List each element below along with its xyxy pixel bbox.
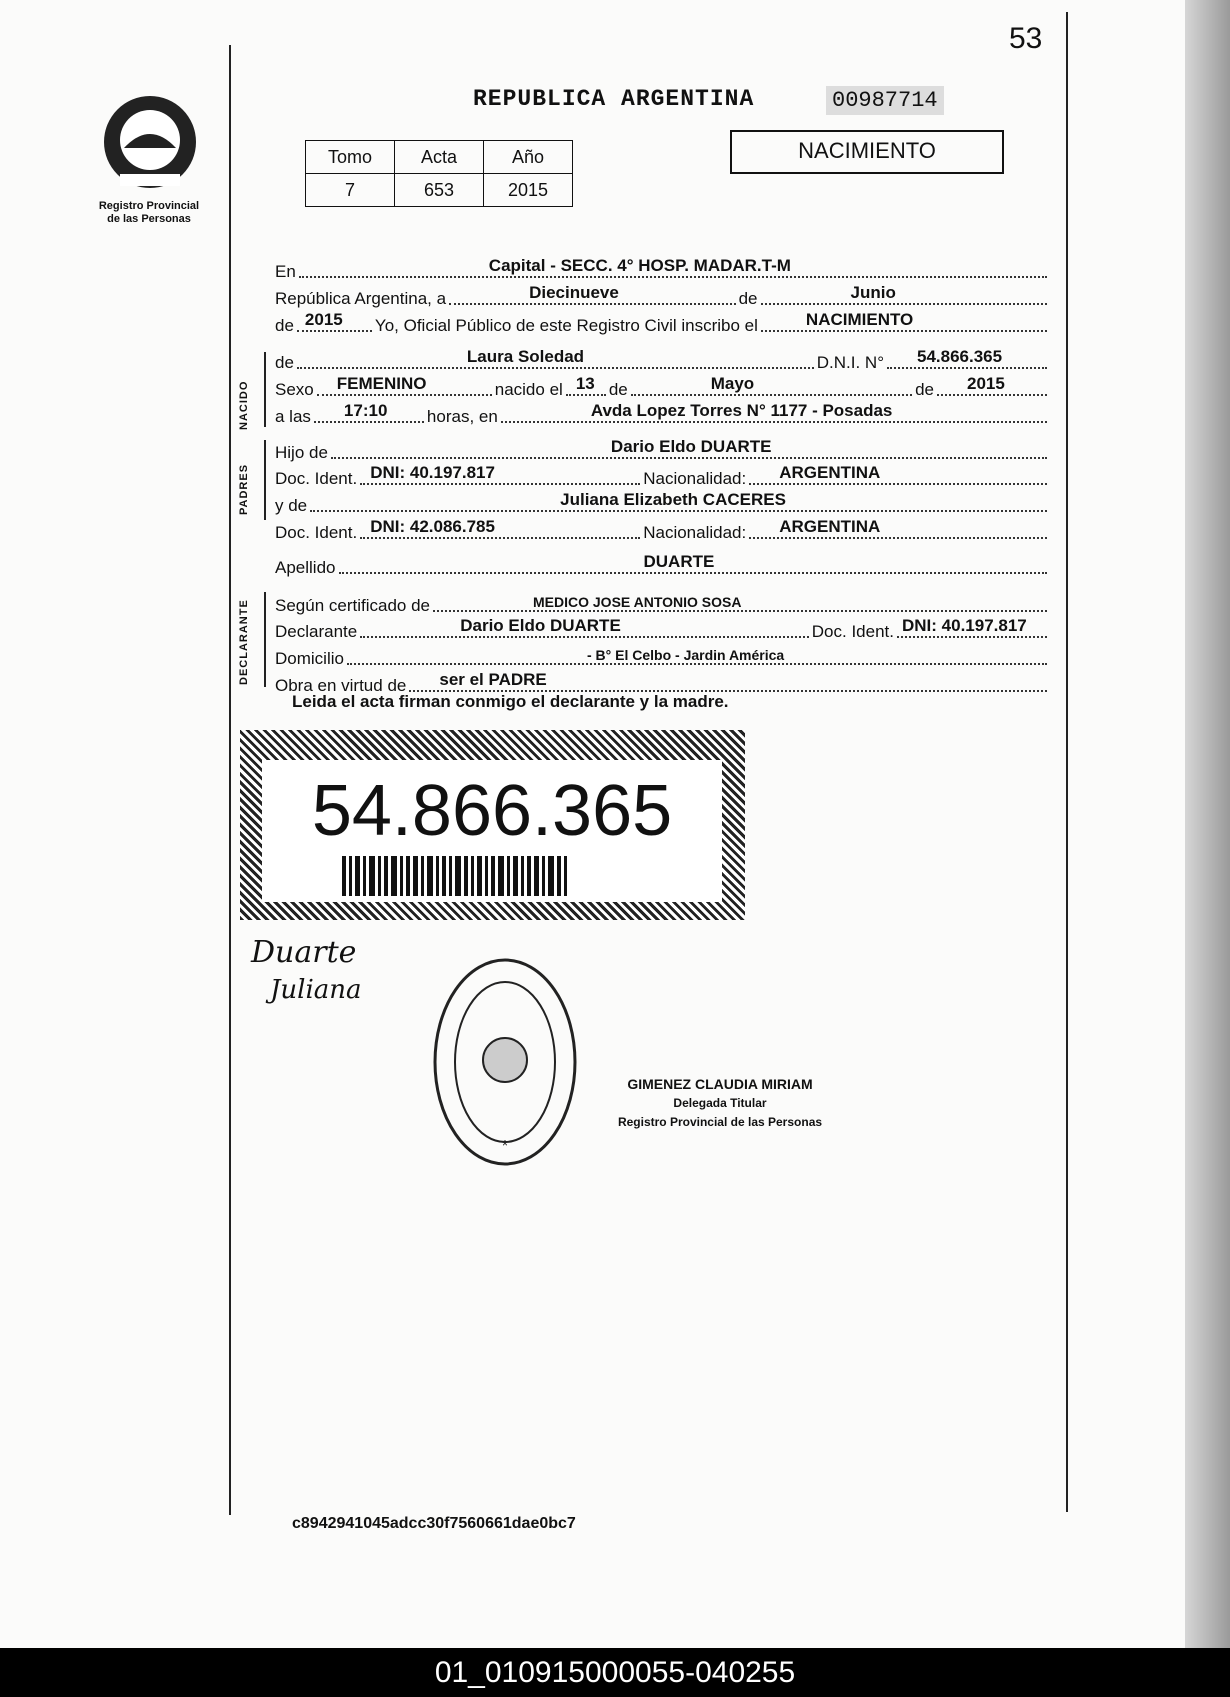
section-nacido: NACIDO <box>238 380 250 430</box>
row-hijo <box>275 437 1050 463</box>
label-de4: de <box>915 380 934 399</box>
label-nac1: Nacionalidad: <box>643 469 747 488</box>
value-dni: 54.866.365 <box>917 347 1003 366</box>
label-sexo: Sexo <box>275 380 314 399</box>
scan-edge <box>1185 0 1230 1648</box>
label-domicilio: Domicilio <box>275 649 344 668</box>
value-lugar: Avda Lopez Torres N° 1177 - Posadas <box>590 401 893 420</box>
label-de: de <box>738 289 758 308</box>
value-day: Diecinueve <box>529 283 619 302</box>
label-cert: Según certificado de <box>275 596 430 615</box>
acta-table <box>305 140 573 207</box>
value-hora: 17:10 <box>343 401 388 420</box>
value-sexo: FEMENINO <box>336 374 427 393</box>
svg-text:*: * <box>501 1138 509 1155</box>
delegate-role: Delegada Titular <box>673 1096 767 1110</box>
label-doc1: Doc. Ident. <box>275 469 358 488</box>
padres-bar <box>264 440 266 520</box>
acta-value-tomo: 7 <box>306 174 395 207</box>
value-nacido-year: 2015 <box>967 374 1005 393</box>
value-nacido-day: 13 <box>575 374 595 393</box>
delegate-name: GIMENEZ CLAUDIA MIRIAM <box>627 1076 813 1092</box>
left-margin-line <box>229 45 231 1515</box>
label-de3: de <box>608 380 628 399</box>
row-sexo <box>275 374 1050 400</box>
signature-madre: Juliana <box>270 975 362 1005</box>
acta-value-acta: 653 <box>395 174 484 207</box>
row-madre <box>275 490 1050 516</box>
value-obra: ser el PADRE <box>439 670 547 689</box>
label-en: En <box>275 262 296 281</box>
value-doc2: DNI: 42.086.785 <box>370 517 495 536</box>
row-name <box>275 347 1050 373</box>
row-apellido <box>275 552 1050 578</box>
footer-code: 01_010915000055-040255 <box>0 1648 1230 1697</box>
label-republica: República Argentina, a <box>275 289 447 308</box>
right-margin-line <box>1066 12 1068 1512</box>
row-en <box>275 256 1050 282</box>
value-apellido: DUARTE <box>643 552 715 571</box>
value-year: 2015 <box>304 310 343 329</box>
misiones-seal-icon <box>98 90 202 194</box>
value-place: Capital - SECC. 4° HOSP. MADAR.T-M <box>488 256 791 275</box>
value-padre: Dario Eldo DUARTE <box>610 437 772 456</box>
label-dni: D.N.I. N° <box>816 353 884 372</box>
value-month: Junio <box>850 283 896 302</box>
label-doc2: Doc. Ident. <box>275 523 358 542</box>
value-declarante: Dario Eldo DUARTE <box>460 616 621 635</box>
row-cert <box>275 590 1050 616</box>
value-madre: Juliana Elizabeth CACERES <box>560 490 786 509</box>
official-stamp-icon <box>430 955 580 1170</box>
row-domicilio <box>275 643 1050 669</box>
document-hash: c8942941045adcc30f7560661dae0bc7 <box>292 1515 576 1532</box>
row-fecha <box>275 283 1050 309</box>
dni-sticker-number: 54.866.365 <box>311 771 673 851</box>
section-padres: PADRES <box>238 463 250 515</box>
label-inscribo: Yo, Oficial Público de este Registro Civil inscribo el <box>374 316 758 335</box>
label-doc3: Doc. Ident. <box>811 622 894 641</box>
act-type-box: NACIMIENTO <box>730 130 1004 174</box>
value-name: Laura Soledad <box>466 347 585 366</box>
label-de2: de <box>275 316 294 335</box>
dni-sticker-inner <box>262 760 722 902</box>
dni-sticker <box>240 730 745 920</box>
label-horas-en: horas, en <box>426 407 498 426</box>
acta-value-ano: 2015 <box>484 174 573 207</box>
nacido-bar <box>264 352 266 427</box>
delegate-signature-block <box>600 1075 840 1132</box>
label-name-de: de <box>275 353 294 372</box>
acta-header-tomo: Tomo <box>306 141 395 174</box>
declarante-bar <box>264 592 266 687</box>
registry-label-line1: Registro Provincial <box>98 200 200 212</box>
label-hora: a las <box>275 407 311 426</box>
label-nacido: nacido el <box>494 380 563 399</box>
acta-header-ano: Año <box>484 141 573 174</box>
acta-header-acta: Acta <box>395 141 484 174</box>
value-domicilio: - B° El Celbo - Jardin América <box>586 647 785 663</box>
signature-declarante: Duarte <box>251 935 357 970</box>
page-number: 53 <box>1009 22 1043 55</box>
label-yde: y de <box>275 496 308 515</box>
label-nac2: Nacionalidad: <box>643 523 747 542</box>
document-title: REPUBLICA ARGENTINA <box>473 86 755 112</box>
value-inscribo: NACIMIENTO <box>805 310 914 329</box>
delegate-org: Registro Provincial de las Personas <box>617 1115 823 1129</box>
value-doc1: DNI: 40.197.817 <box>370 463 495 482</box>
value-nacido-month: Mayo <box>710 374 755 393</box>
serial-number: 00987714 <box>826 86 944 115</box>
value-nac2: ARGENTINA <box>779 517 881 536</box>
row-declarante <box>275 616 1050 642</box>
barcode-icon <box>342 856 642 896</box>
label-declarante: Declarante <box>275 622 358 641</box>
section-declarante: DECLARANTE <box>238 599 250 685</box>
registry-label <box>90 200 208 226</box>
row-doc1 <box>275 463 1050 489</box>
row-doc2 <box>275 517 1050 543</box>
value-doc3: DNI: 40.197.817 <box>902 616 1027 635</box>
registry-label-line2: de las Personas <box>107 213 191 225</box>
row-hora <box>275 401 1050 427</box>
value-cert: MEDICO JOSE ANTONIO SOSA <box>533 594 742 610</box>
label-hijo: Hijo de <box>275 443 328 462</box>
label-obra: Obra en virtud de <box>275 676 407 695</box>
label-apellido: Apellido <box>275 558 336 577</box>
value-nac1: ARGENTINA <box>779 463 881 482</box>
row-inscribo <box>275 310 1050 336</box>
closing-statement: Leida el acta firman conmigo el declarante y la madre. <box>292 692 729 711</box>
